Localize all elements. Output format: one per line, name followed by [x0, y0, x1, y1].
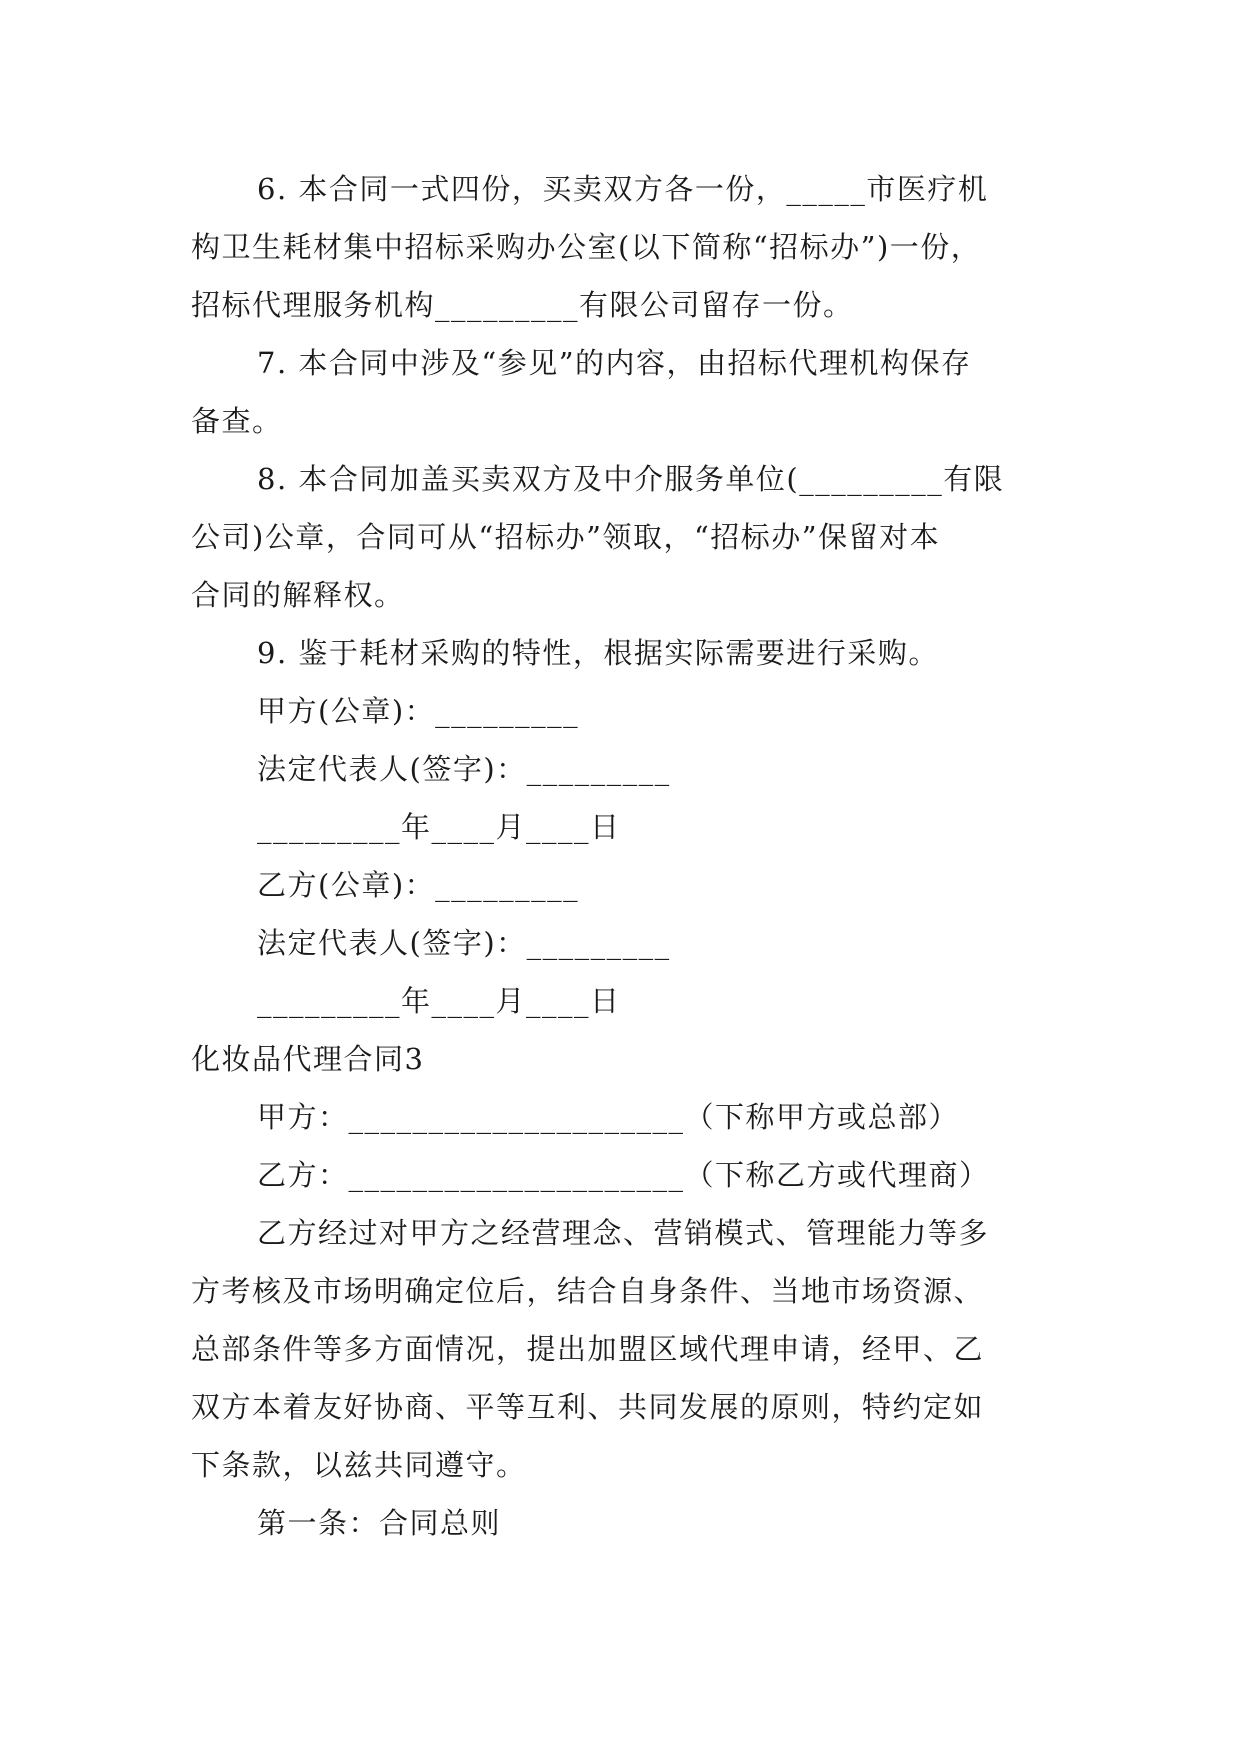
clause-8-line-1: 8. 本合同加盖买卖双方及中介服务单位(_________有限 — [257, 462, 1005, 496]
intro-line-4: 双方本着友好协商、平等互利、共同发展的原则，特约定如 — [191, 1390, 985, 1424]
intro-line-2: 方考核及市场明确定位后，结合自身条件、当地市场资源、 — [191, 1274, 985, 1308]
intro-line-5: 下条款，以兹共同遵守。 — [191, 1448, 527, 1482]
clause-8-line-3: 合同的解释权。 — [191, 578, 405, 612]
clause-7-line-2: 备查。 — [191, 404, 283, 438]
clause-6-line-3: 招标代理服务机构_________有限公司留存一份。 — [191, 288, 854, 322]
section-title: 化妆品代理合同3 — [191, 1042, 425, 1076]
party-b-date: _________年____月____日 — [257, 984, 621, 1018]
party-b-seal: 乙方(公章)：_________ — [257, 868, 580, 902]
party-a-date: _________年____月____日 — [257, 810, 621, 844]
intro-line-3: 总部条件等多方面情况，提出加盟区域代理申请，经甲、乙 — [191, 1332, 985, 1366]
contract-body — [191, 160, 1051, 1552]
article-1-heading: 第一条：合同总则 — [257, 1506, 502, 1540]
party-b-line: 乙方：_____________________（下称乙方或代理商） — [257, 1158, 990, 1192]
clause-9: 9. 鉴于耗材采购的特性，根据实际需要进行采购。 — [257, 636, 939, 670]
clause-6-line-1: 6. 本合同一式四份，买卖双方各一份，_____市医疗机 — [257, 172, 989, 206]
party-a-line: 甲方：_____________________（下称甲方或总部） — [257, 1100, 960, 1134]
clause-7-line-1: 7. 本合同中涉及“参见”的内容，由招标代理机构保存 — [257, 346, 972, 380]
party-a-seal: 甲方(公章)：_________ — [257, 694, 580, 728]
party-b-representative: 法定代表人(签字)：_________ — [257, 926, 671, 960]
party-a-representative: 法定代表人(签字)：_________ — [257, 752, 671, 786]
clause-6-line-2: 构卫生耗材集中招标采购办公室(以下简称“招标办”)一份， — [191, 230, 982, 264]
clause-8-line-2: 公司)公章，合同可从“招标办”领取，“招标办”保留对本 — [191, 520, 941, 554]
intro-line-1: 乙方经过对甲方之经营理念、营销模式、管理能力等多 — [257, 1216, 990, 1250]
